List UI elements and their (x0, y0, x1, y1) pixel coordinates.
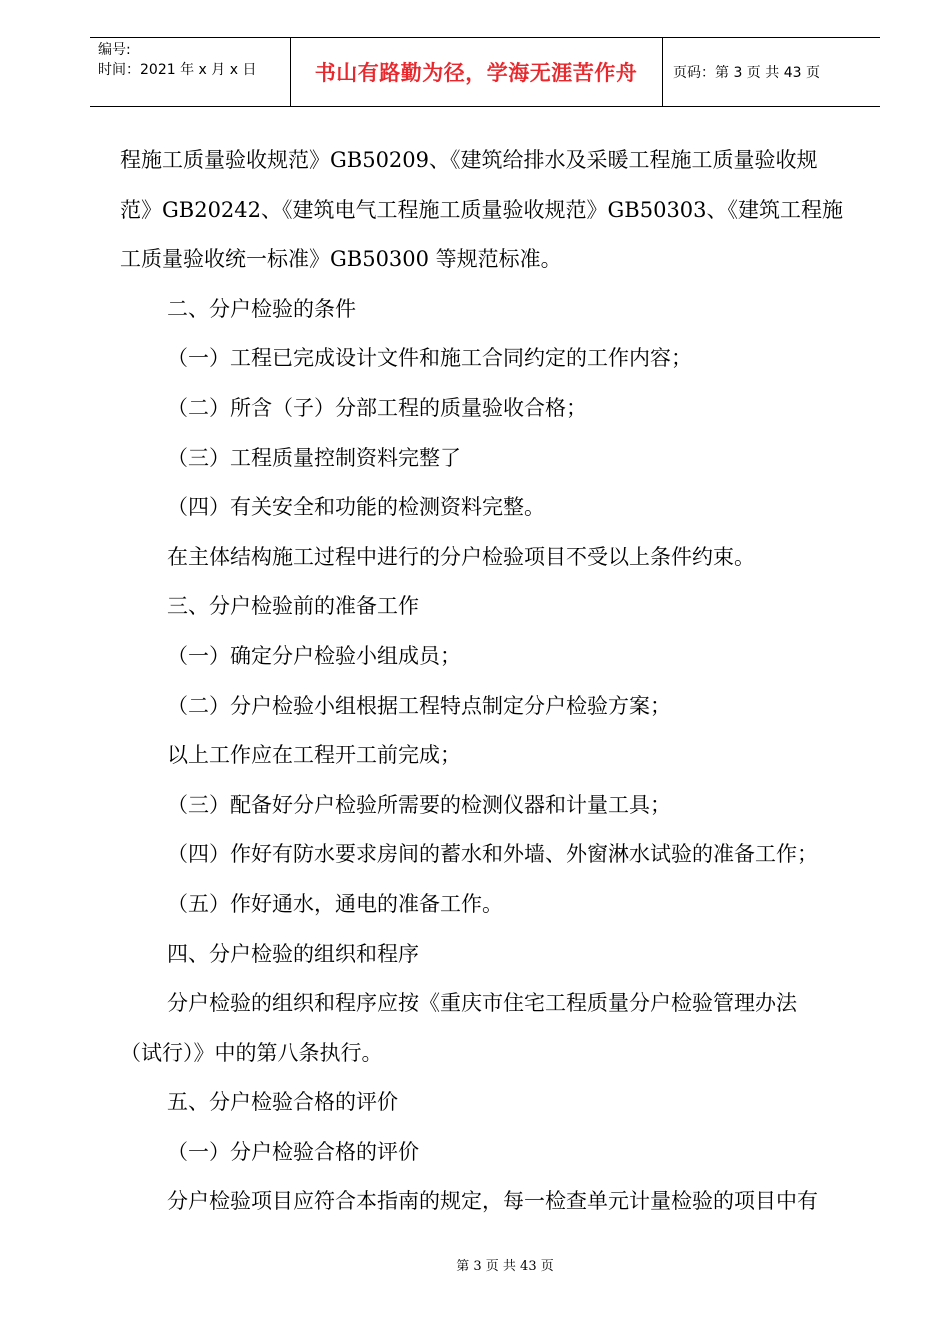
section-heading: 二、分户检验的条件 (167, 296, 356, 321)
body-paragraph: 在主体结构施工过程中进行的分户检验项目不受以上条件约束。 (167, 544, 755, 569)
header-meta-cell (90, 38, 291, 106)
document-body (120, 140, 860, 1231)
page-footer: 第 3 页 共 43 页 (456, 1259, 554, 1274)
list-item: （三）工程质量控制资料完整了 (167, 445, 461, 470)
document-time-label: 时间：2021 年 x 月 x 日 (98, 62, 257, 78)
header-page-info: 页码：第 3 页 共 43 页 (673, 65, 820, 81)
header-motto: 书山有路勤为径，学海无涯苦作舟 (314, 61, 638, 85)
list-item: （二）所含（子）分部工程的质量验收合格； (167, 395, 587, 420)
body-line: 工质量验收统一标准》GB50300 等规范标准。 (120, 247, 562, 272)
page-header (90, 37, 880, 107)
list-item: （五）作好通水，通电的准备工作。 (167, 891, 503, 916)
section-heading: 五、分户检验合格的评价 (167, 1090, 398, 1115)
list-item: （二）分户检验小组根据工程特点制定分户检验方案； (167, 693, 671, 718)
list-item: （四）有关安全和功能的检测资料完整。 (167, 495, 545, 520)
body-line: 程施工质量验收规范》GB50209、《建筑给排水及采暖工程施工质量验收规 (120, 148, 818, 172)
list-item: （四）作好有防水要求房间的蓄水和外墙、外窗淋水试验的准备工作； (167, 842, 818, 867)
header-page-cell (663, 38, 880, 106)
subsection-heading: （一）分户检验合格的评价 (167, 1139, 419, 1164)
header-motto-cell (290, 38, 663, 106)
body-paragraph: 以上工作应在工程开工前完成； (167, 743, 461, 768)
document-number-label: 编号: (98, 42, 131, 58)
list-item: （一）确定分户检验小组成员； (167, 643, 461, 668)
body-paragraph: 分户检验的组织和程序应按《重庆市住宅工程质量分户检验管理办法 (167, 991, 797, 1016)
list-item: （一）工程已完成设计文件和施工合同约定的工作内容； (167, 346, 692, 371)
body-line: 范》GB20242、《建筑电气工程施工质量验收规范》GB50303、《建筑工程施 (120, 197, 844, 222)
section-heading: 三、分户检验前的准备工作 (167, 594, 419, 619)
section-heading: 四、分户检验的组织和程序 (167, 941, 419, 966)
list-item: （三）配备好分户检验所需要的检测仪器和计量工具； (167, 792, 671, 817)
body-paragraph-continuation: （试行）》中的第八条执行。 (120, 1040, 383, 1065)
body-paragraph: 分户检验项目应符合本指南的规定，每一检查单元计量检验的项目中有 (167, 1189, 818, 1214)
